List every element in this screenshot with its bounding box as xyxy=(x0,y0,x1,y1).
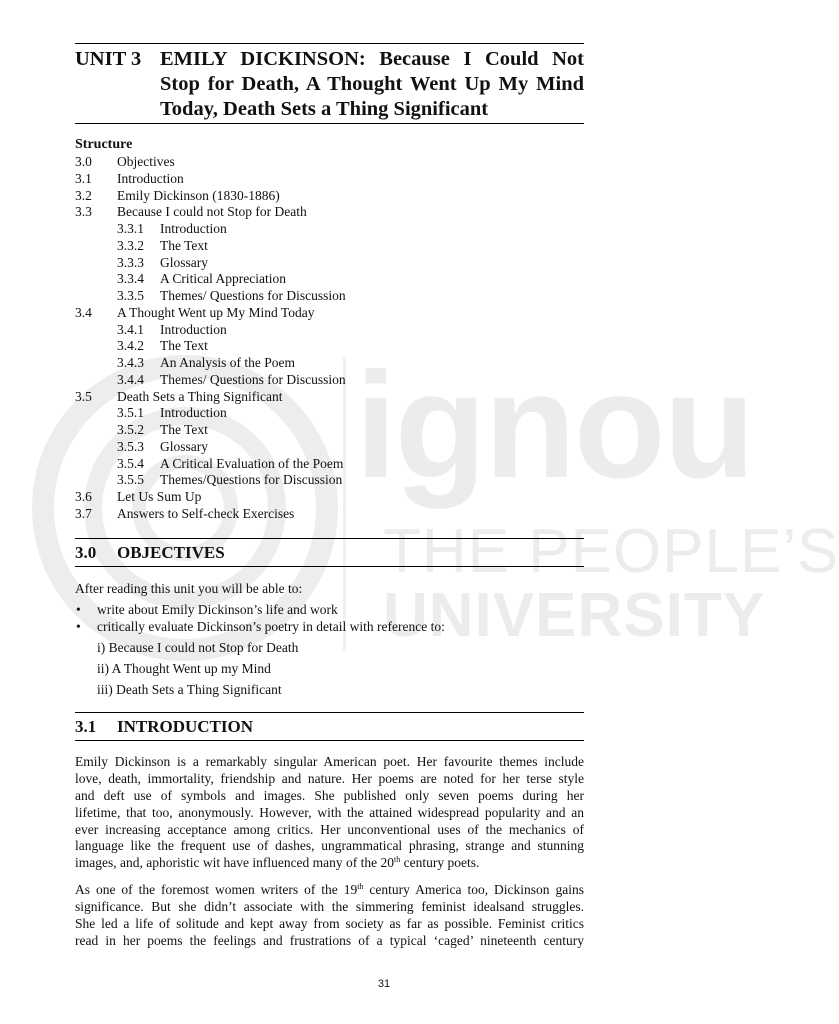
toc-number: 3.4.3 xyxy=(117,355,144,370)
unit-number: UNIT 3 xyxy=(75,48,142,70)
objectives-intro: After reading this unit you will be able to: xyxy=(75,581,303,596)
toc-number: 3.5.3 xyxy=(117,438,144,454)
toc-text: The Text xyxy=(160,338,208,354)
toc-subitem xyxy=(75,456,584,473)
toc-subitem xyxy=(75,238,584,255)
intro-paragraph-1 xyxy=(75,754,584,872)
toc-subitem xyxy=(75,439,584,456)
unit-title-line: EMILY DICKINSON: Because I Could Not xyxy=(160,48,584,70)
watermark-university: UNIVERSITY xyxy=(383,581,766,650)
toc-number: 3.4.1 xyxy=(117,321,144,337)
toc-number: 3.4 xyxy=(75,304,92,320)
toc-number: 3.3 xyxy=(75,204,92,220)
toc-number: 3.3.2 xyxy=(117,237,144,253)
toc-text: Answers to Self-check Exercises xyxy=(117,505,295,521)
toc-number: 3.5.4 xyxy=(117,455,144,471)
list-item xyxy=(75,619,584,636)
toc-subitem xyxy=(75,355,584,372)
text-line: love, death, immortality, friendship and nature. Her poems are noted for her terse style xyxy=(75,770,584,786)
section-title: INTRODUCTION xyxy=(117,717,254,736)
toc-number: 3.5.1 xyxy=(117,405,144,421)
bullet-text: critically evaluate Dickinson’s poetry in detail with reference to: xyxy=(97,618,445,634)
toc-item xyxy=(75,489,584,506)
toc-text: Themes/ Questions for Discussion xyxy=(160,288,346,303)
text-line: She led a life of solitude and kept away from society as far as possible. Feminist critics xyxy=(75,915,584,931)
section-number: 3.0 xyxy=(75,543,97,562)
list-item: ii) A Thought Went up my Mind xyxy=(97,661,271,676)
unit-title xyxy=(160,47,584,122)
toc-subitem xyxy=(75,372,584,389)
toc-text: Glossary xyxy=(160,254,208,270)
toc-item xyxy=(75,204,584,221)
table-of-contents xyxy=(75,154,584,523)
section-number: 3.1 xyxy=(75,717,97,736)
toc-number: 3.0 xyxy=(75,154,92,169)
watermark-peoples: THE PEOPLE’S xyxy=(383,517,839,586)
toc-subitem xyxy=(75,255,584,272)
toc-text: The Text xyxy=(160,237,208,253)
objectives-bullet-list xyxy=(75,602,584,636)
toc-number: 3.5.5 xyxy=(117,472,144,488)
toc-subitem xyxy=(75,221,584,238)
toc-text: A Critical Appreciation xyxy=(160,271,286,287)
text-line: lifetime, that too, anonymously. However, with the attained widespread popularity and an xyxy=(75,804,584,820)
toc-text: Let Us Sum Up xyxy=(117,489,202,504)
toc-subitem xyxy=(75,472,584,489)
toc-text: An Analysis of the Poem xyxy=(160,355,295,370)
text-line: read in her poems the feelings and frustrations of a typical ‘caged’ nineteenth century xyxy=(75,932,584,948)
text-line: Emily Dickinson is a remarkably singular American poet. Her favourite themes include xyxy=(75,754,584,769)
watermark-ignou: ignou xyxy=(355,341,754,509)
toc-text: Objectives xyxy=(117,154,175,169)
text-line xyxy=(75,882,584,899)
toc-number: 3.5.2 xyxy=(117,422,144,437)
page-number: 31 xyxy=(377,978,391,990)
toc-number: 3.3.1 xyxy=(117,221,144,236)
superscript: th xyxy=(394,855,401,865)
toc-text: A Thought Went up My Mind Today xyxy=(117,304,315,320)
toc-subitem xyxy=(75,405,584,422)
toc-subitem xyxy=(75,422,584,439)
poem-sublist xyxy=(97,637,298,700)
toc-text: Introduction xyxy=(160,221,227,236)
toc-number: 3.7 xyxy=(75,505,92,521)
text-line xyxy=(75,855,584,872)
toc-text: Introduction xyxy=(160,321,227,337)
toc-number: 3.2 xyxy=(75,187,92,203)
section-heading-introduction xyxy=(75,712,584,741)
text-run: images, and, aphoristic wit have influenced many of the 20 xyxy=(75,855,395,871)
list-item xyxy=(75,602,584,619)
toc-text: Because I could not Stop for Death xyxy=(117,204,307,220)
text-run: century America too, Dickinson gains xyxy=(363,882,584,897)
toc-number: 3.4.2 xyxy=(117,338,144,354)
toc-number: 3.3.4 xyxy=(117,271,144,287)
toc-text: Introduction xyxy=(117,170,184,186)
toc-subitem xyxy=(75,271,584,288)
text-line: language like the frequent use of dashes, ungrammatical phrasing, strange and stunning xyxy=(75,838,584,854)
toc-text: A Critical Evaluation of the Poem xyxy=(160,455,344,471)
toc-text: Themes/ Questions for Discussion xyxy=(160,371,346,387)
toc-item xyxy=(75,389,584,406)
toc-subitem xyxy=(75,322,584,339)
text-line: significance. But she didn’t associate with the simmering feminist idealsand struggles. xyxy=(75,898,584,914)
toc-item xyxy=(75,171,584,188)
text-line: ever increasing acceptance among critics. Her unconventional uses of the mechanics of xyxy=(75,821,584,837)
toc-text: Death Sets a Thing Significant xyxy=(117,388,283,404)
toc-subitem xyxy=(75,288,584,305)
toc-text: Emily Dickinson (1830-1886) xyxy=(117,187,280,203)
text-run: century poets. xyxy=(400,855,480,871)
intro-paragraph-2 xyxy=(75,882,584,950)
toc-text: Introduction xyxy=(160,405,227,421)
toc-text: Glossary xyxy=(160,438,208,454)
toc-number: 3.3.5 xyxy=(117,288,144,303)
section-title: OBJECTIVES xyxy=(117,543,225,562)
toc-text: Themes/Questions for Discussion xyxy=(160,472,343,488)
bullet-text: write about Emily Dickinson’s life and work xyxy=(97,602,338,617)
toc-number: 3.1 xyxy=(75,170,92,186)
toc-item xyxy=(75,305,584,322)
toc-item xyxy=(75,506,584,523)
superscript: th xyxy=(357,882,364,891)
toc-subitem xyxy=(75,338,584,355)
toc-item xyxy=(75,154,584,171)
unit-title-line: Today, Death Sets a Thing Significant xyxy=(160,98,489,120)
toc-number: 3.6 xyxy=(75,489,92,504)
list-item: iii) Death Sets a Thing Significant xyxy=(97,682,282,697)
text-run: As one of the foremost women writers of the 19 xyxy=(75,882,358,897)
unit-title-line: Stop for Death, A Thought Went Up My Mind xyxy=(160,73,584,95)
toc-number: 3.5 xyxy=(75,388,92,404)
structure-label: Structure xyxy=(75,137,133,152)
unit-header xyxy=(75,43,584,124)
toc-number: 3.4.4 xyxy=(117,371,144,387)
toc-item xyxy=(75,188,584,205)
toc-text: The Text xyxy=(160,422,208,437)
list-item: i) Because I could not Stop for Death xyxy=(97,640,299,655)
section-heading-objectives xyxy=(75,538,584,567)
toc-number: 3.3.3 xyxy=(117,254,144,270)
bullet-icon: • xyxy=(76,618,81,634)
bullet-icon: • xyxy=(76,602,81,617)
text-line: and deft use of symbols and images. She published only seven poems during her xyxy=(75,787,584,803)
